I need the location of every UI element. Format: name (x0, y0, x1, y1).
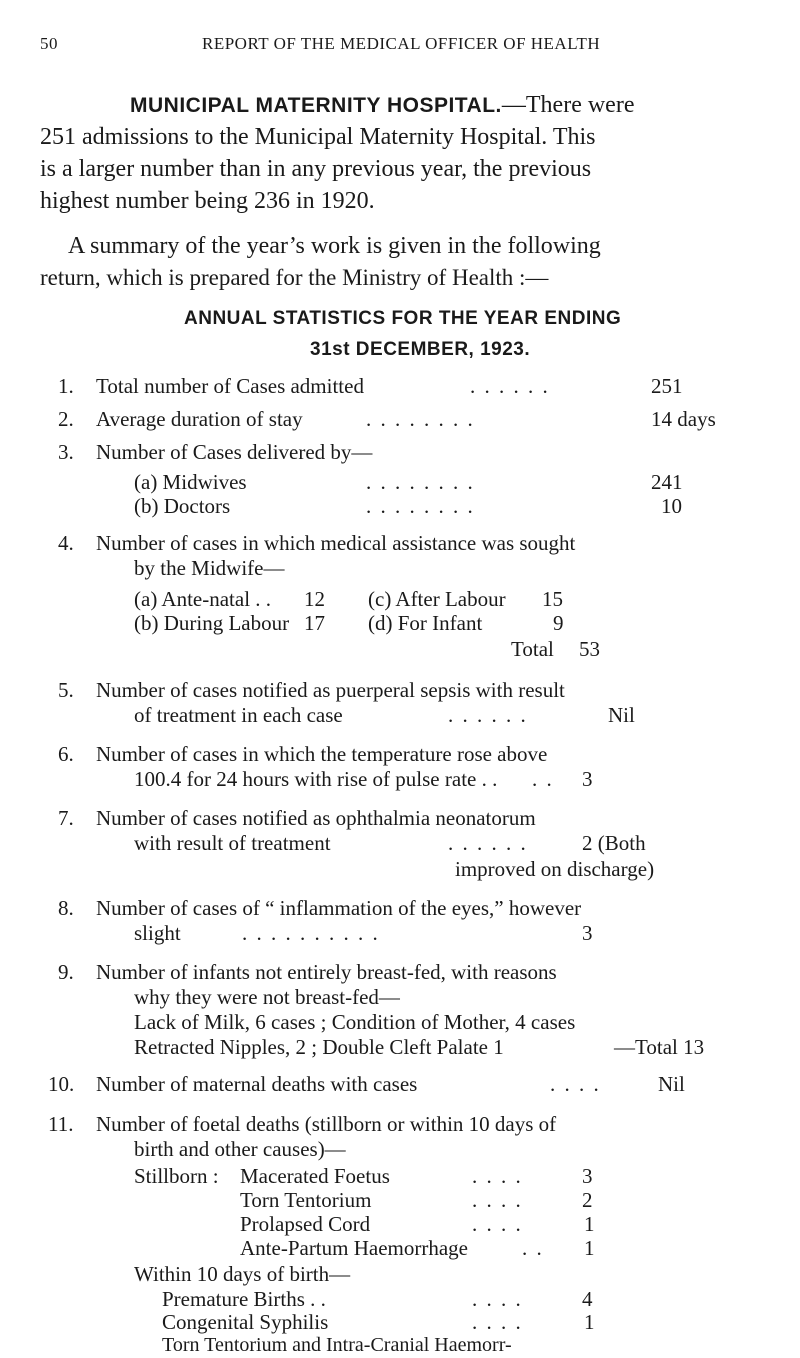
stillborn-4-value: 1 (584, 1236, 595, 1260)
intro-line-6: return, which is prepared for the Ministry of Health :— (40, 265, 549, 290)
item-4d-value: 9 (553, 611, 564, 635)
item-6-line-2: 100.4 for 24 hours with rise of pulse rate . . (134, 767, 498, 791)
stillborn-4-label: Ante-Partum Haemorrhage (240, 1236, 468, 1260)
item-7-value: 2 (Both (582, 831, 646, 855)
intro-line-2: 251 admissions to the Municipal Maternity Hospital. This (40, 124, 596, 150)
item-4-total-value: 53 (579, 637, 600, 661)
item-3-number: 3. (58, 440, 74, 464)
section-heading: MUNICIPAL MATERNITY HOSPITAL. (130, 94, 502, 117)
intro-line-4: highest number being 236 in 1920. (40, 188, 375, 214)
item-7-line-2: with result of treatment (134, 831, 331, 855)
item-4c-value: 15 (542, 587, 563, 611)
item-4d-label: (d) For Infant (368, 611, 483, 635)
item-8-line-2: slight (134, 921, 181, 945)
item-3a-value: 241 (651, 470, 683, 494)
stillborn-1-leader: . . . . (472, 1164, 523, 1188)
item-4b-value: 17 (304, 611, 325, 635)
stillborn-label: Stillborn : (134, 1164, 219, 1188)
item-6-number: 6. (58, 742, 74, 766)
item-2-leader: . . . . . . . . (366, 407, 475, 431)
item-8-value: 3 (582, 921, 593, 945)
running-title: REPORT OF THE MEDICAL OFFICER OF HEALTH (202, 34, 601, 53)
intro-line-1 (130, 89, 634, 122)
item-5-number: 5. (58, 678, 74, 702)
item-9-line-4: Retracted Nipples, 2 ; Double Cleft Palate 1 (134, 1035, 504, 1059)
item-11-line-2: birth and other causes)— (134, 1137, 346, 1161)
item-2-value: 14 days (651, 407, 716, 431)
item-7-number: 7. (58, 806, 74, 830)
item-4a-value: 12 (304, 587, 325, 611)
stillborn-1-label: Macerated Foetus (240, 1164, 390, 1188)
item-11-number: 11. (48, 1112, 74, 1136)
item-3b-leader: . . . . . . . . (366, 494, 475, 518)
item-8-leader: . . . . . . . . . . (242, 921, 380, 945)
stats-title-line-2: 31st DECEMBER, 1923. (310, 339, 531, 360)
within-1-leader: . . . . (472, 1287, 523, 1311)
item-6-line-1: Number of cases in which the temperature rose above (96, 742, 548, 766)
intro-line-5: A summary of the year’s work is given in the following (68, 233, 601, 259)
within-10-days-label: Within 10 days of birth— (134, 1262, 351, 1286)
item-5-leader: . . . . . . (448, 703, 528, 727)
item-9-line-1: Number of infants not entirely breast-fed, with reasons (96, 960, 557, 984)
item-3-label: Number of Cases delivered by— (96, 440, 373, 464)
item-4c-label: (c) After Labour (368, 587, 506, 611)
item-5-value: Nil (608, 703, 635, 727)
item-1-value: 251 (651, 374, 683, 398)
item-9-total: —Total 13 (614, 1035, 705, 1059)
stillborn-2-value: 2 (582, 1188, 593, 1212)
item-8-line-1: Number of cases of “ inflammation of the eyes,” however (96, 896, 582, 920)
item-4-line-2: by the Midwife— (134, 556, 285, 580)
item-2-label: Average duration of stay (96, 407, 303, 431)
within-1-value: 4 (582, 1287, 593, 1311)
item-9-line-3: Lack of Milk, 6 cases ; Condition of Mother, 4 cases (134, 1010, 576, 1034)
item-10-leader: . . . . (550, 1072, 601, 1096)
item-8-number: 8. (58, 896, 74, 920)
item-1-label: Total number of Cases admitted (96, 374, 364, 398)
intro-line-1-text: —There were (501, 92, 635, 118)
item-6-leader: . . (532, 767, 554, 791)
stillborn-3-value: 1 (584, 1212, 595, 1236)
stillborn-2-leader: . . . . (472, 1188, 523, 1212)
item-10-label: Number of maternal deaths with cases (96, 1072, 418, 1096)
item-9-line-2: why they were not breast-fed— (134, 985, 400, 1009)
item-1-leader: . . . . . . (470, 374, 550, 398)
item-5-line-2: of treatment in each case (134, 703, 343, 727)
stillborn-2-label: Torn Tentorium (240, 1188, 372, 1212)
page-number: 50 (40, 34, 58, 53)
stillborn-3-label: Prolapsed Cord (240, 1212, 371, 1236)
item-3b-label: (b) Doctors (134, 494, 231, 518)
stillborn-1-value: 3 (582, 1164, 593, 1188)
item-1-number: 1. (58, 374, 74, 398)
item-10-value: Nil (658, 1072, 685, 1096)
item-4a-label: (a) Ante-natal . . (134, 587, 272, 611)
item-6-value: 3 (582, 767, 593, 791)
within-3-label: Torn Tentorium and Intra-Cranial Haemorr- (162, 1334, 512, 1356)
item-3b-value: 10 (661, 494, 682, 518)
item-4b-label: (b) During Labour (134, 611, 290, 635)
item-9-number: 9. (58, 960, 74, 984)
item-7-leader: . . . . . . (448, 831, 528, 855)
within-1-label: Premature Births . . (162, 1287, 326, 1311)
item-10-number: 10. (48, 1072, 75, 1096)
item-5-line-1: Number of cases notified as puerperal sepsis with result (96, 678, 565, 702)
item-3a-label: (a) Midwives (134, 470, 247, 494)
item-4-total-label: Total (511, 637, 554, 661)
stillborn-3-leader: . . . . (472, 1212, 523, 1236)
item-11-line-1: Number of foetal deaths (stillborn or within 10 days of (96, 1112, 557, 1136)
within-2-leader: . . . . (472, 1310, 523, 1334)
item-2-number: 2. (58, 407, 74, 431)
within-2-label: Congenital Syphilis (162, 1310, 329, 1334)
item-7-line-1: Number of cases notified as ophthalmia neonatorum (96, 806, 536, 830)
item-3a-leader: . . . . . . . . (366, 470, 475, 494)
within-2-value: 1 (584, 1310, 595, 1334)
item-4-line-1: Number of cases in which medical assistance was sought (96, 531, 576, 555)
intro-line-3: is a larger number than in any previous year, the previous (40, 156, 592, 182)
item-7-line-3: improved on discharge) (455, 857, 655, 881)
stats-title-line-1: ANNUAL STATISTICS FOR THE YEAR ENDING (184, 308, 622, 329)
item-4-number: 4. (58, 531, 74, 555)
stillborn-4-leader: . . (522, 1236, 544, 1260)
